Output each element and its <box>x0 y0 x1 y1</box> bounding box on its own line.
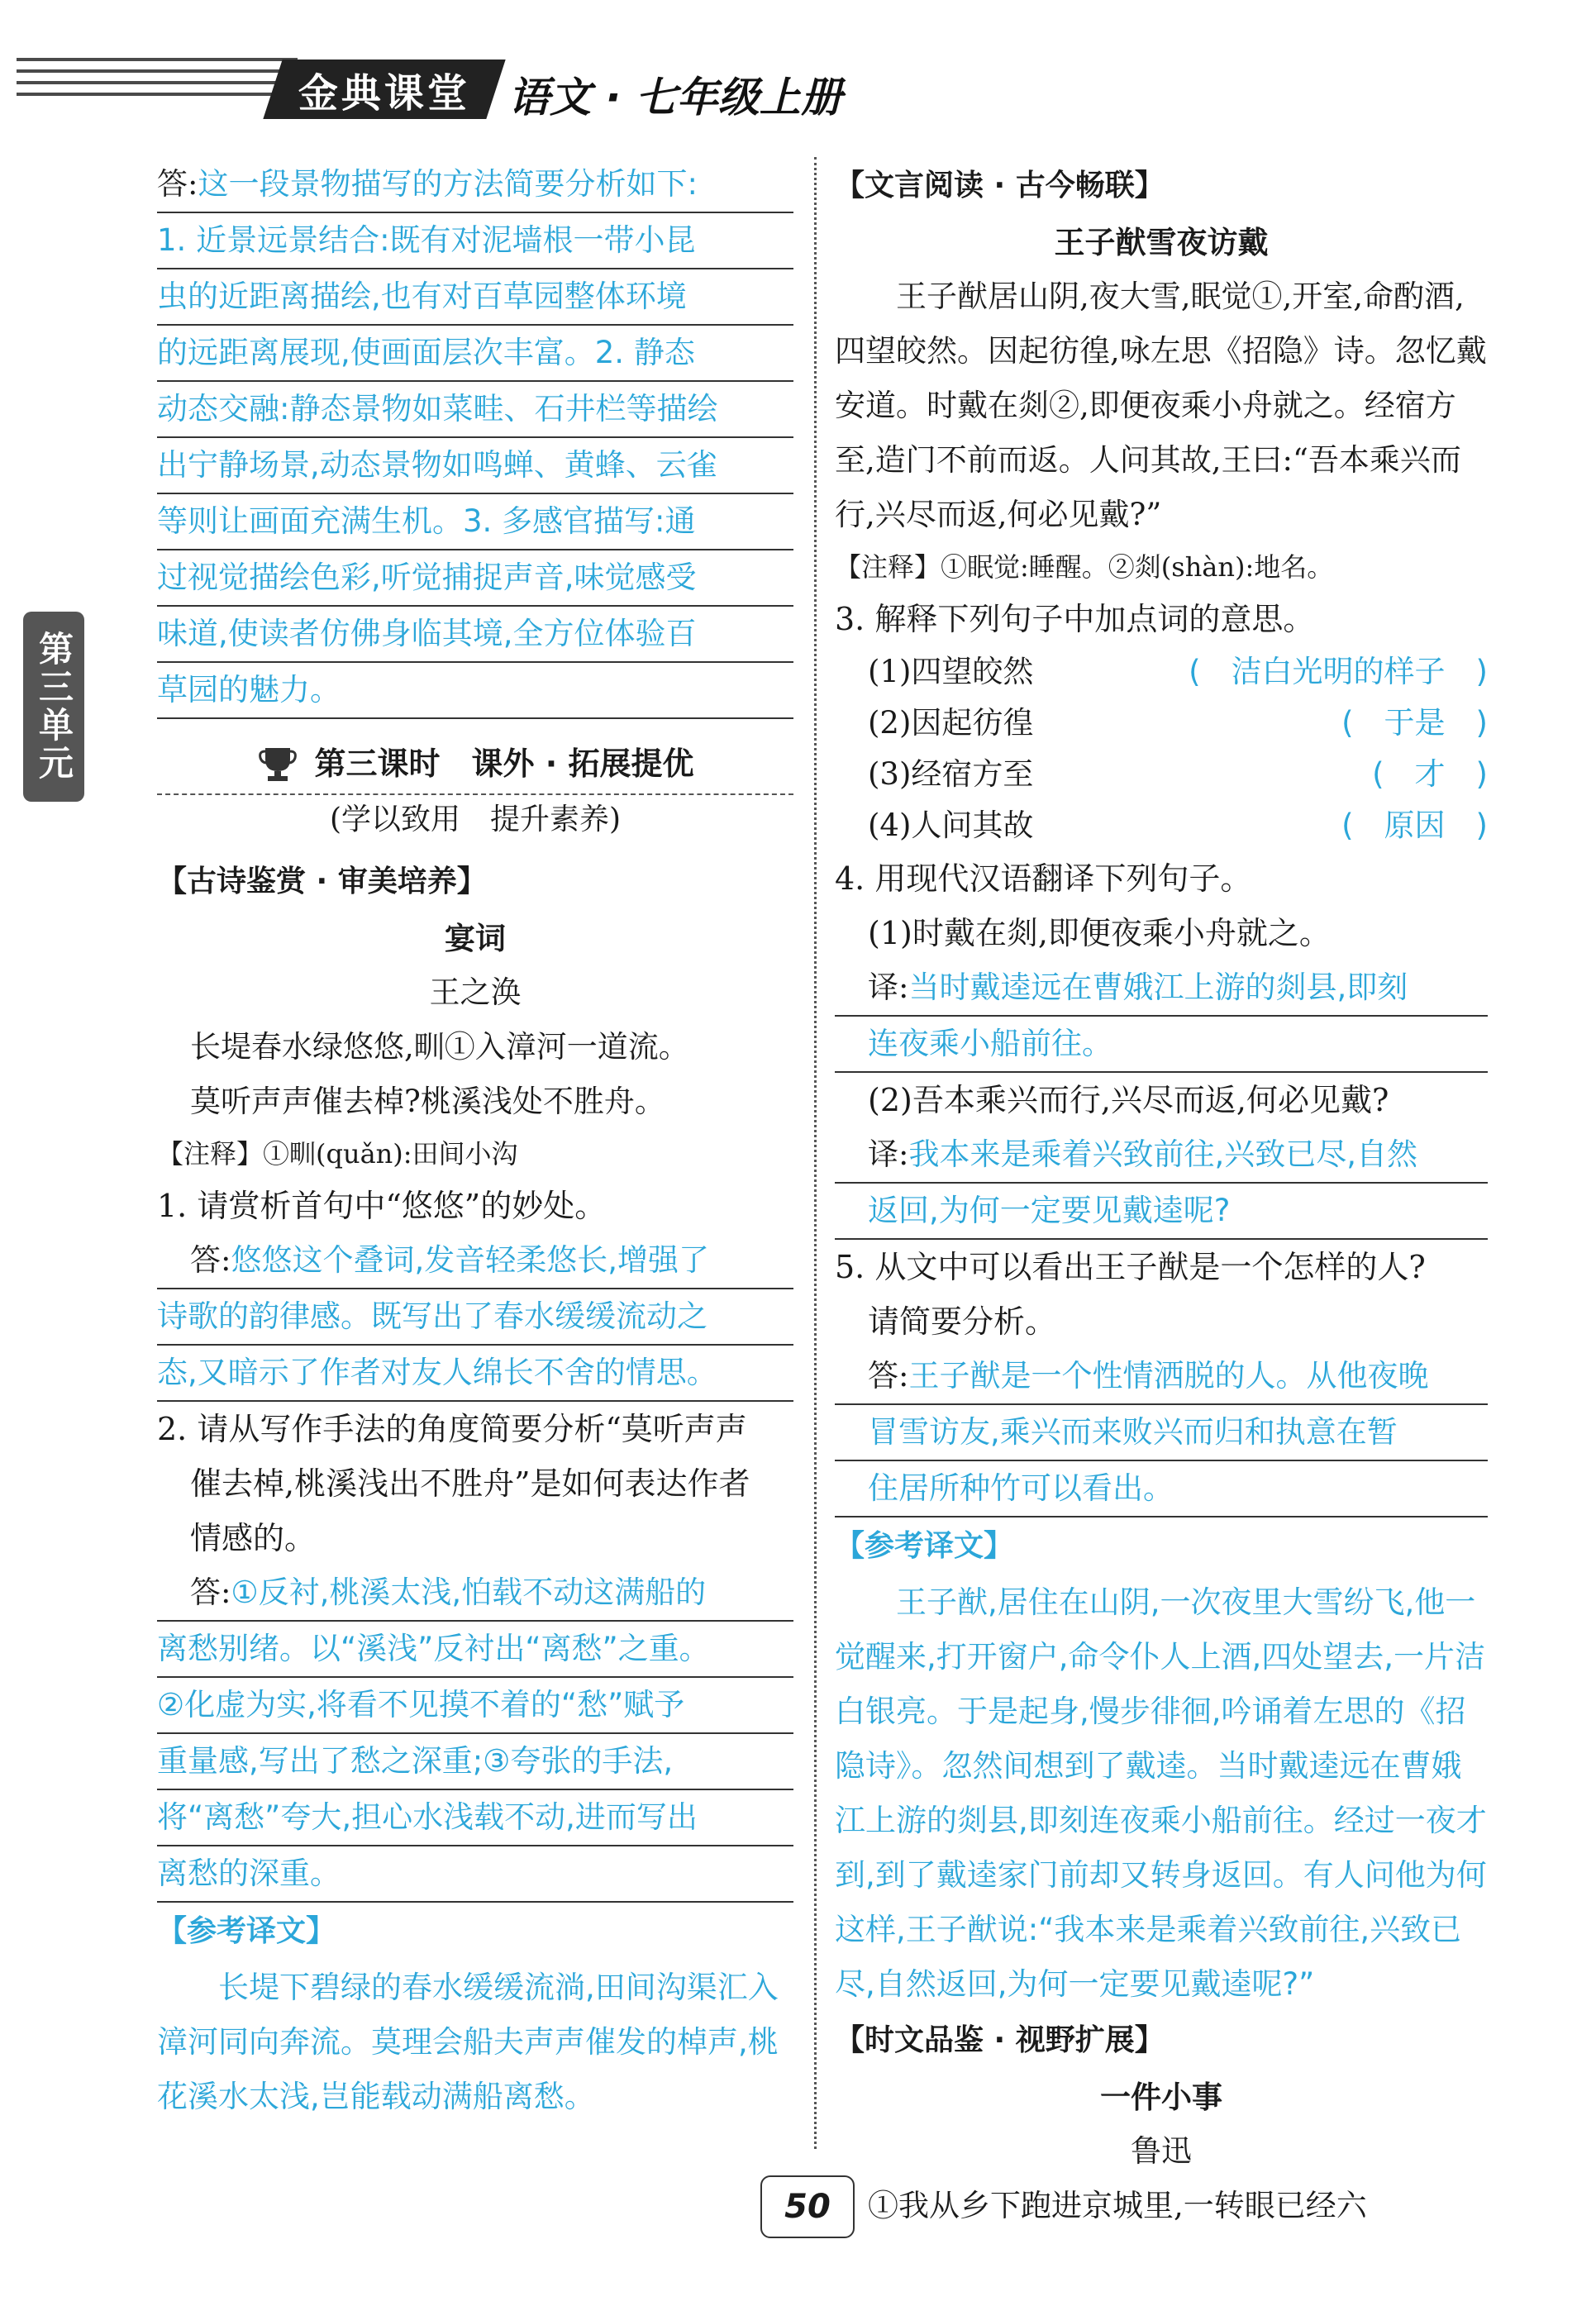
reference-translation: 长堤下碧绿的春水缓缓流淌,田间沟渠汇入漳河同向奔流。莫理会船夫声声催发的棹声,桃花溪水太浅,岂能载动满船离愁。 <box>157 1970 779 2114</box>
answer-line: 当时戴逵远在曹娥江上游的剡县,即刻 <box>908 970 1408 1005</box>
gloss-answer: ( 原因 ) <box>1341 808 1488 843</box>
gloss-answer: ( 才 ) <box>1372 756 1488 792</box>
answer-line: 这一段景物描写的方法简要分析如下: <box>198 166 698 202</box>
gloss-answer: ( 洁白光明的样子 ) <box>1189 654 1488 689</box>
answer-line: 重量感,写出了愁之深重;③夸张的手法, <box>157 1734 793 1790</box>
unit-tab: 第三单元 <box>23 612 84 802</box>
question-5-line: 请简要分析。 <box>868 1303 1057 1340</box>
modern-author: 鲁迅 <box>1131 2133 1192 2169</box>
answer-line: 态,又暗示了作者对友人绵长不舍的情思。 <box>157 1346 793 1402</box>
answer-line: 出宁静场景,动态景物如鸣蝉、黄蜂、云雀 <box>157 438 793 494</box>
question-4-1: (1)时戴在剡,即便夜乘小舟就之。 <box>868 915 1331 951</box>
question-1: 1. 请赏析首句中“悠悠”的妙处。 <box>157 1188 607 1224</box>
answer-label: 答: <box>190 1575 231 1610</box>
answer-line: ①反衬,桃溪太浅,怕载不动这满船的 <box>231 1575 707 1610</box>
answer-line: 过视觉描绘色彩,听觉捕捉声音,味觉感受 <box>157 550 793 607</box>
gloss-question: (2)因起彷徨 <box>868 705 1034 741</box>
question-3: 3. 解释下列句子中加点词的意思。 <box>835 601 1315 637</box>
translation-label: 译: <box>868 1136 909 1172</box>
gloss-item <box>835 749 1488 800</box>
gloss-question: (1)四望皎然 <box>868 654 1034 689</box>
story-text: 王子猷居山阴,夜大雪,眠觉①,开室,命酌酒,四望皎然。因起彷徨,咏左思《招隐》诗。忽忆戴安道。时戴在剡②,即便夜乘小舟就之。经宿方至,造门不前而返。人问其故,王曰:“吾本乘兴而行,兴尽而返,何必见戴?” <box>835 279 1487 532</box>
poem-note: 【注释】①甽(quǎn):田间小沟 <box>157 1138 518 1170</box>
answer-line: 悠悠这个叠词,发音轻柔悠长,增强了 <box>231 1242 709 1278</box>
left-column <box>157 157 793 2124</box>
answer-line: ②化虚为实,将看不见摸不着的“愁”赋予 <box>157 1678 793 1734</box>
trophy-icon <box>257 745 298 783</box>
question-4: 4. 用现代汉语翻译下列句子。 <box>835 860 1252 897</box>
question-4-2: (2)吾本乘兴而行,兴尽而返,何必见戴? <box>868 1082 1389 1118</box>
answer-label: 答: <box>868 1358 909 1394</box>
answer-line: 虫的近距离描绘,也有对百草园整体环境 <box>157 269 793 326</box>
answer-line: 离愁的深重。 <box>157 1846 793 1903</box>
answer-line: 味道,使读者仿佛身临其境,全方位体验百 <box>157 607 793 663</box>
answer-line: 草园的魅力。 <box>157 663 793 719</box>
right-column <box>835 157 1488 2233</box>
story-title: 王子猷雪夜访戴 <box>1054 224 1269 260</box>
answer-line: 将“离愁”夸大,担心水浅载不动,进而写出 <box>157 1790 793 1846</box>
gloss-question: (4)人问其故 <box>868 808 1034 843</box>
answer-line: 连夜乘小船前往。 <box>835 1017 1488 1073</box>
gloss-item <box>835 698 1488 749</box>
answer-block-1 <box>157 157 793 719</box>
column-divider <box>814 157 817 2149</box>
answer-line: 1. 近景远景结合:既有对泥墙根一带小昆 <box>157 213 793 269</box>
lesson-heading <box>157 734 793 793</box>
gloss-question: (3)经宿方至 <box>868 756 1034 792</box>
answer-line: 住居所种竹可以看出。 <box>835 1461 1488 1517</box>
section-classical-heading: 【文言阅读 · 古今畅联】 <box>835 169 1165 202</box>
answer-line: 冒雪访友,乘兴而来败兴而归和执意在暂 <box>835 1405 1488 1461</box>
page-header <box>0 41 1596 132</box>
story-note: 【注释】①眠觉:睡醒。②剡(shàn):地名。 <box>835 551 1334 583</box>
translation-label: 译: <box>868 970 909 1005</box>
modern-title: 一件小事 <box>1100 2079 1222 2115</box>
poem-line: 长堤春水绿悠悠,甽①入漳河一道流。 <box>190 1029 689 1065</box>
question-2-line: 催去棹,桃溪浅出不胜舟”是如何表达作者 <box>190 1465 750 1502</box>
lesson-title: 第三课时 课外 · 拓展提优 <box>314 746 694 782</box>
answer-line: 我本来是乘着兴致前往,兴致已尽,自然 <box>908 1136 1417 1172</box>
answer-line: 等则让画面充满生机。3. 多感官描写:通 <box>157 494 793 550</box>
book-title: 语文 · 七年级上册 <box>508 74 842 121</box>
answer-label: 答: <box>157 166 198 202</box>
page-number: 50 <box>760 2175 855 2238</box>
lesson-subtitle: (学以致用 提升素养) <box>157 793 793 845</box>
answer-line: 诗歌的韵律感。既写出了春水缓缓流动之 <box>157 1289 793 1346</box>
reference-translation-heading: 【参考译文】 <box>157 1914 336 1948</box>
answer-line: 动态交融:静态景物如菜畦、石井栏等描绘 <box>157 382 793 438</box>
poem-author: 王之涣 <box>429 974 522 1010</box>
modern-text: ①我从乡下跑进京城里,一转眼已经六 <box>868 2188 1367 2223</box>
poem-title: 宴词 <box>445 920 506 956</box>
answer-line: 王子猷是一个性情洒脱的人。从他夜晚 <box>908 1358 1429 1394</box>
reference-translation-heading: 【参考译文】 <box>835 1529 1014 1563</box>
gloss-answer: ( 于是 ) <box>1341 705 1488 741</box>
question-5-line: 5. 从文中可以看出王子猷是一个怎样的人? <box>835 1249 1426 1285</box>
question-2-line: 情感的。 <box>190 1520 317 1556</box>
answer-line: 返回,为何一定要见戴逵呢? <box>835 1184 1488 1240</box>
poem-line: 莫听声声催去棹?桃溪浅处不胜舟。 <box>190 1084 665 1119</box>
gloss-item <box>835 646 1488 698</box>
question-2-line: 2. 请从写作手法的角度简要分析“莫听声声 <box>157 1411 747 1447</box>
answer-line: 离愁别绪。以“溪浅”反衬出“离愁”之重。 <box>157 1622 793 1678</box>
header-decoration <box>17 58 298 124</box>
gloss-item <box>835 800 1488 851</box>
brand-badge: 金典课堂 <box>263 60 505 119</box>
section-modern-heading: 【时文品鉴 · 视野扩展】 <box>835 2023 1165 2057</box>
answer-label: 答: <box>190 1242 231 1278</box>
reference-translation: 王子猷,居住在山阴,一次夜里大雪纷飞,他一觉醒来,打开窗户,命令仆人上酒,四处望去,一片洁白银亮。于是起身,慢步徘徊,吟诵着左思的《招隐诗》。忽然间想到了戴逵。当时戴逵远在曹娥江上游的剡县,即刻连夜乘小船前往。经过一夜才到,到了戴逵家门前却又转身返回。有人问他为何这样,王子猷说:“我本来是乘着兴致前往,兴致已尽,自然返回,为何一定要见戴逵呢?” <box>835 1584 1487 2002</box>
answer-line: 的远距离展现,使画面层次丰富。2. 静态 <box>157 326 793 382</box>
section-poem-heading: 【古诗鉴赏 · 审美培养】 <box>157 865 487 898</box>
